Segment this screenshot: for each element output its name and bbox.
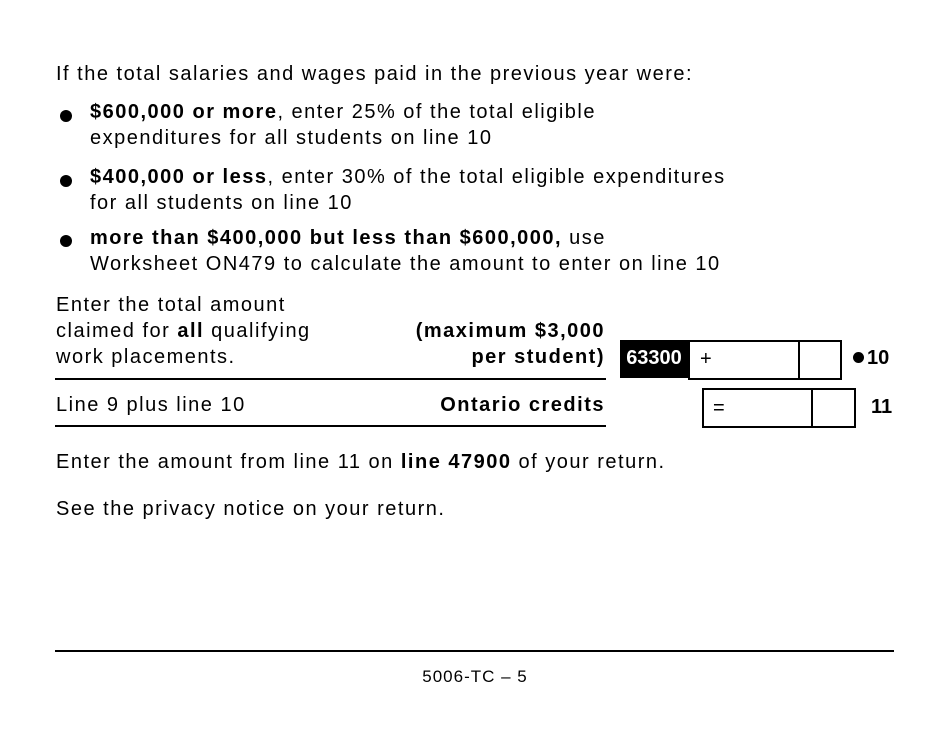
bullet-1-bold: $600,000 or more — [90, 101, 278, 123]
privacy-text: See the privacy notice on your return. — [56, 498, 446, 520]
footer-rule — [55, 650, 894, 652]
bullet-2-bold: $400,000 or less — [90, 166, 268, 188]
instruction-pre: Enter the amount from line 11 on — [56, 451, 401, 473]
page-footer: 5006-TC – 5 — [422, 667, 528, 686]
line10-cents-input[interactable] — [798, 340, 842, 380]
bullet-3-line-2: Worksheet ON479 to calculate the amount to enter on line 10 — [90, 253, 721, 275]
line10-desc-2-bold: all — [177, 320, 205, 342]
line10-rule — [55, 378, 606, 380]
bullet-2-rest: , enter 30% of the total eligible expenditures — [267, 166, 726, 188]
bullet-icon — [60, 110, 72, 122]
line11-rule — [55, 425, 606, 427]
bullet-3-bold: more than $400,000 but less than $600,000, — [90, 227, 563, 249]
instruction-bold: line 47900 — [400, 451, 512, 473]
line10-max-1: (maximum $3,000 — [415, 320, 605, 342]
line11-number: 11 — [871, 396, 893, 418]
intro-text: If the total salaries and wages paid in the previous year were: — [56, 63, 694, 85]
line10-desc-3: work placements. — [56, 346, 236, 368]
line10-desc-1: Enter the total amount — [56, 294, 286, 316]
bullet-3-line-1 — [90, 227, 606, 250]
line10-desc-2-post: qualifying — [204, 320, 311, 342]
line10-number: 10 — [867, 347, 890, 369]
bullet-1-rest: , enter 25% of the total eligible — [277, 101, 596, 123]
bullet-2-line-2: for all students on line 10 — [90, 192, 353, 214]
instruction-text — [56, 451, 666, 474]
bullet-icon — [60, 235, 72, 247]
line10-code-badge: 63300 — [620, 340, 688, 378]
line10-desc-2-pre: claimed for — [56, 320, 178, 342]
bullet-1-line-1 — [90, 101, 596, 124]
line11-desc: Line 9 plus line 10 — [56, 394, 246, 416]
line11-cents-input[interactable] — [811, 388, 856, 428]
bullet-1-line-2: expenditures for all students on line 10 — [90, 127, 493, 149]
bullet-3-rest: use — [562, 227, 606, 249]
bullet-2-line-1 — [90, 166, 726, 189]
line10-operator: + — [700, 348, 712, 370]
line11-label: Ontario credits — [440, 394, 605, 416]
line11-operator: = — [713, 397, 725, 419]
line10-desc-2 — [56, 320, 311, 343]
instruction-post: of your return. — [511, 451, 666, 473]
bullet-icon — [60, 175, 72, 187]
line10-max-2: per student) — [471, 346, 605, 368]
required-dot-icon — [853, 352, 864, 363]
